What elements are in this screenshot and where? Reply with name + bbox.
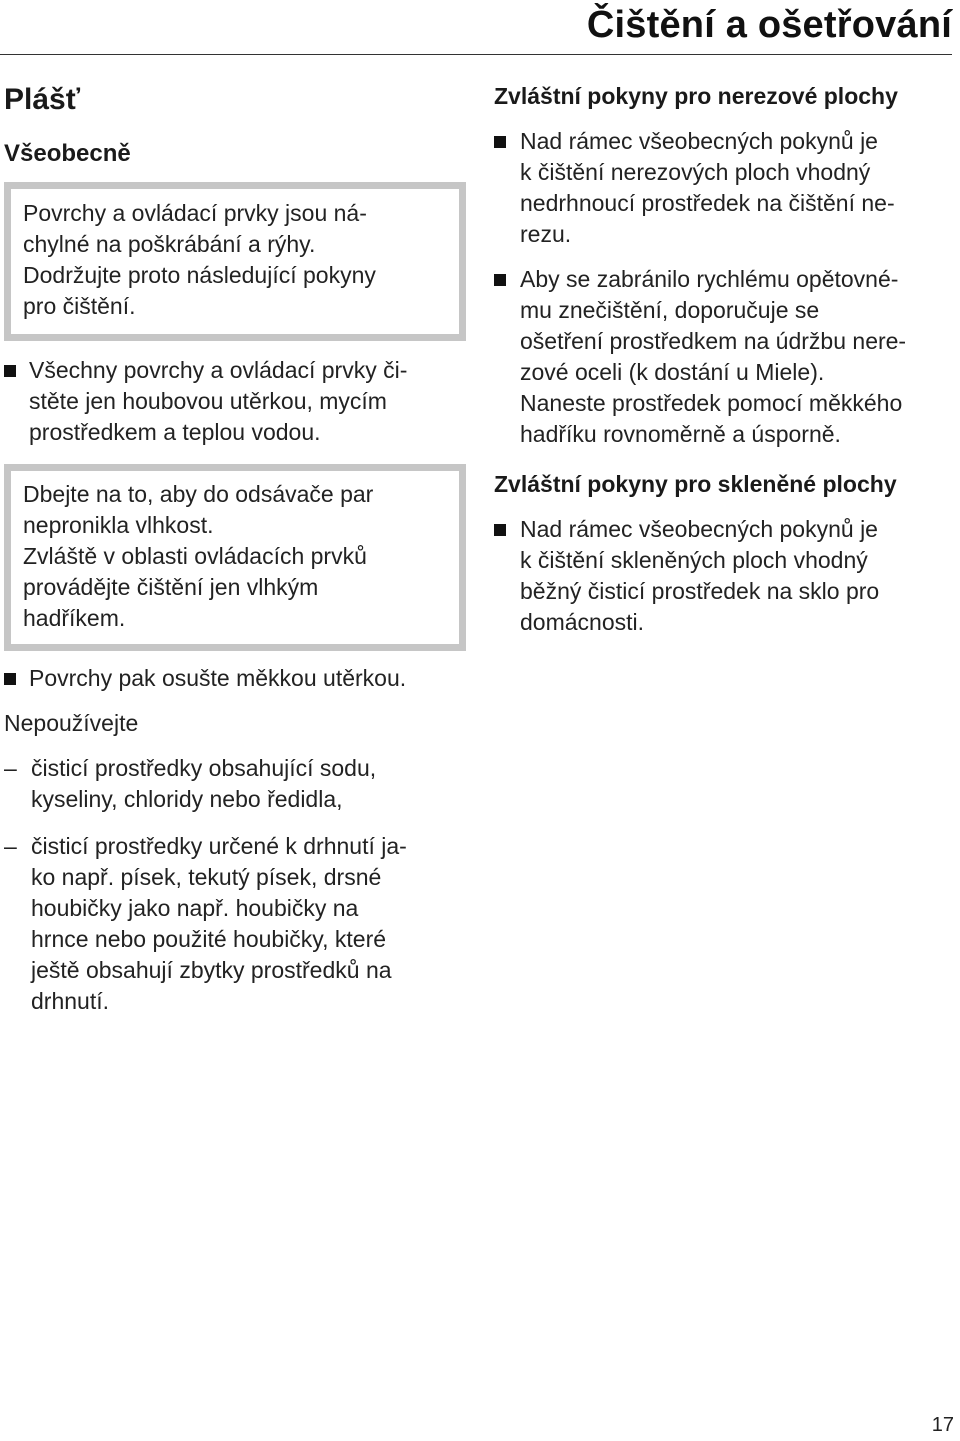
dash-marker: – bbox=[4, 755, 17, 781]
section-title: Plášť bbox=[4, 83, 81, 116]
note-line: provádějte čištění jen vlhkým bbox=[23, 574, 319, 600]
instruction-bullet bbox=[494, 514, 958, 638]
bullet-square-icon bbox=[494, 524, 506, 536]
bullet-line: stěte jen houbovou utěrkou, mycím bbox=[29, 388, 387, 414]
note-line: Dbejte na to, aby do odsávače par bbox=[23, 481, 374, 507]
bullet-line: Všechny povrchy a ovládací prvky či- bbox=[29, 357, 408, 383]
right-column bbox=[494, 78, 958, 638]
instruction-bullet bbox=[494, 126, 958, 250]
dash-list-item bbox=[4, 753, 466, 815]
bullet-line: rezu. bbox=[520, 221, 572, 247]
note-line: chylné na poškrábání a rýhy. bbox=[23, 231, 316, 257]
warning-note-box-2 bbox=[4, 464, 466, 651]
stainless-steel-title: Zvláštní pokyny pro nerezové plochy bbox=[494, 83, 898, 109]
bullet-square-icon bbox=[4, 365, 16, 377]
dash-line: kyseliny, chloridy nebo ředidla, bbox=[31, 786, 343, 812]
note-line: Dodržujte proto následující pokyny bbox=[23, 262, 376, 288]
dash-line: ještě obsahují zbytky prostředků na bbox=[31, 957, 392, 983]
bullet-square-icon bbox=[494, 136, 506, 148]
header-divider bbox=[0, 54, 952, 55]
bullet-square-icon bbox=[4, 673, 16, 685]
bullet-line: domácnosti. bbox=[520, 609, 645, 635]
note-line: Povrchy a ovládací prvky jsou ná- bbox=[23, 200, 367, 226]
bullet-square-icon bbox=[494, 274, 506, 286]
chapter-title: Čištění a ošetřování bbox=[586, 4, 952, 46]
bullet-line: nedrhnoucí prostředek na čištění ne- bbox=[520, 190, 895, 216]
bullet-line: mu znečištění, doporučuje se bbox=[520, 297, 820, 323]
bullet-line: zové oceli (k dostání u Miele). bbox=[520, 359, 825, 385]
note-line: pro čištění. bbox=[23, 293, 136, 319]
glass-surfaces-title: Zvláštní pokyny pro skleněné plochy bbox=[494, 471, 897, 497]
bullet-line: Aby se zabránilo rychlému opětovné- bbox=[520, 266, 899, 292]
warning-note-box bbox=[4, 182, 466, 341]
bullet-line: Nad rámec všeobecných pokynů je bbox=[520, 516, 878, 542]
dash-line: čisticí prostředky obsahující sodu, bbox=[31, 755, 377, 781]
bullet-line: běžný čisticí prostředek na sklo pro bbox=[520, 578, 880, 604]
dash-line: čisticí prostředky určené k drhnutí ja- bbox=[31, 833, 407, 859]
instruction-bullet bbox=[4, 663, 466, 694]
dash-line: drhnutí. bbox=[31, 988, 109, 1014]
note-line: nepronikla vlhkost. bbox=[23, 512, 214, 538]
dash-line: hrnce nebo použité houbičky, které bbox=[31, 926, 387, 952]
dash-list-item bbox=[4, 831, 466, 1017]
dash-marker: – bbox=[4, 833, 17, 859]
note-line: hadříkem. bbox=[23, 605, 126, 631]
note-line: Zvláště v oblasti ovládacích prvků bbox=[23, 543, 367, 569]
bullet-line: k čištění skleněných ploch vhodný bbox=[520, 547, 868, 573]
instruction-bullet bbox=[4, 355, 466, 448]
dash-line: houbičky jako např. houbičky na bbox=[31, 895, 359, 921]
bullet-line: Povrchy pak osušte měkkou utěrkou. bbox=[29, 665, 407, 691]
bullet-line: k čištění nerezových ploch vhodný bbox=[520, 159, 871, 185]
dash-line: ko např. písek, tekutý písek, drsné bbox=[31, 864, 382, 890]
bullet-line: prostředkem a teplou vodou. bbox=[29, 419, 321, 445]
bullet-line: hadříku rovnoměrně a úsporně. bbox=[520, 421, 841, 447]
intro-text: Nepoužívejte bbox=[4, 710, 139, 736]
bullet-line: Nad rámec všeobecných pokynů je bbox=[520, 128, 878, 154]
bullet-line: Naneste prostředek pomocí měkkého bbox=[520, 390, 903, 416]
page-header bbox=[0, 0, 956, 56]
subsection-title: Všeobecně bbox=[4, 140, 131, 167]
page-number: 17 bbox=[931, 1414, 954, 1436]
left-column bbox=[4, 78, 466, 1017]
bullet-line: ošetření prostředkem na údržbu nere- bbox=[520, 328, 907, 354]
instruction-bullet bbox=[494, 264, 958, 450]
